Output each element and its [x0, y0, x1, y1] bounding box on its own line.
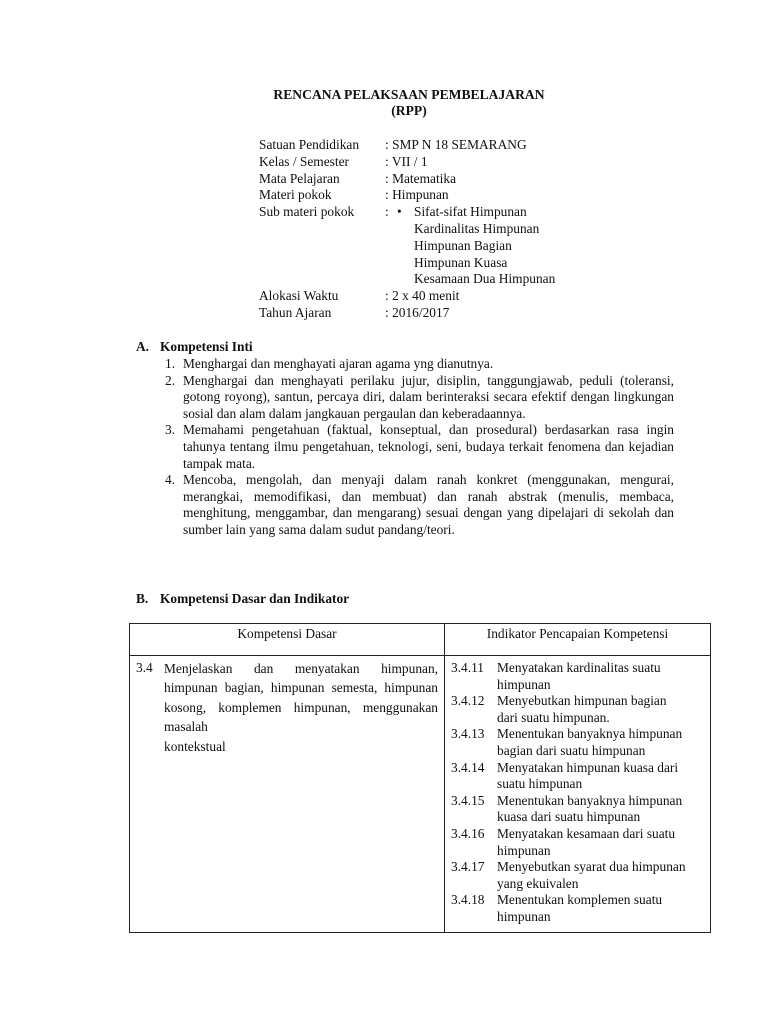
- table-cell-kd: [130, 656, 445, 933]
- info-value: : Himpunan: [385, 187, 449, 203]
- info-label: Satuan Pendidikan: [259, 137, 360, 152]
- list-item: 3.4.11 Menyatakan kardinalitas suatu himpunan: [451, 660, 661, 692]
- section-heading-kompetensi-dasar: B. Kompetensi Dasar dan Indikator: [136, 591, 350, 606]
- info-value: : 2 x 40 menit: [385, 288, 460, 304]
- kd-text: Menjelaskan dan menyatakan himpunan, himpunan bagian, himpunan semesta, himpunan kosong, komplemen himpunan, menggunakan masalah kontekstual: [164, 661, 438, 754]
- info-label: Mata Pelajaran: [259, 170, 340, 186]
- info-colon: :: [385, 204, 389, 220]
- list-item: 3.4.16 Menyatakan kesamaan dari suatu himpunan: [451, 825, 676, 858]
- bullet-icon: •: [397, 204, 402, 220]
- info-row: [259, 187, 555, 204]
- sub-materi-list: [395, 204, 555, 288]
- list-item: 3.4.12 Menyebutkan himpunan bagian dari suatu himpunan.: [451, 693, 667, 725]
- table-header-row: [130, 624, 711, 656]
- info-label: Alokasi Waktu: [259, 288, 339, 304]
- info-value: : Matematika: [385, 170, 457, 186]
- list-item: 2. Menghargai dan menghayati perilaku jujur, disiplin, tanggungjawab, peduli (toleransi, gotong royong), santun, percaya diri, dalam berinteraksi secara efektif dengan lingkungan sosial dan alam dalam jangkauan pergaulan dan keberadaannya.: [165, 372, 674, 421]
- kd-number: 3.4: [136, 660, 153, 675]
- indicator-list: [451, 660, 704, 926]
- list-item: 3.4.15 Menentukan banyaknya himpunan kuasa dari suatu himpunan: [451, 792, 683, 825]
- list-item: 3.4.14 Menyatakan himpunan kuasa dari suatu himpunan: [451, 759, 679, 792]
- info-row: [259, 171, 555, 188]
- kompetensi-table: [129, 623, 711, 933]
- document-title: RENCANA PELAKSAAN PEMBELAJARAN: [273, 87, 545, 102]
- info-row: [259, 288, 555, 305]
- table-header-cell: Kompetensi Dasar: [130, 624, 445, 656]
- list-item: 4. Mencoba, mengolah, dan menyaji dalam ranah konkret (menggunakan, mengurai, merangkai, memodifikasi, dan membuat) dan ranah abstrak (menulis, membaca, menghitung, menggambar, dan mengarang) sesuai dengan yang dipelajari di sekolah dan sumber lain yang sama dalam sudut pandang/teori.: [165, 472, 674, 537]
- info-value: : VII / 1: [385, 153, 428, 169]
- list-item: Kesamaan Dua Himpunan: [414, 271, 556, 287]
- table-cell-indicators: [445, 656, 711, 933]
- list-item: 3. Memahami pengetahuan (faktual, konseptual, dan prosedural) berdasarkan rasa ingin tahunya tentang ilmu pengetahuan, teknologi, seni, budaya terkait fenomena dan kejadian tampak mata.: [165, 422, 674, 471]
- list-item: Himpunan Kuasa: [414, 254, 508, 270]
- list-item: Himpunan Bagian: [414, 237, 512, 253]
- sub-materi-row: [259, 204, 555, 288]
- list-item: Kardinalitas Himpunan: [414, 220, 540, 236]
- info-label: Sub materi pokok: [259, 204, 355, 220]
- info-row: [259, 305, 555, 322]
- table-row: [130, 656, 711, 933]
- table-header-cell: Indikator Pencapaian Kompetensi: [445, 624, 711, 656]
- list-item: 3.4.17 Menyebutkan syarat dua himpunan yang ekuivalen: [451, 859, 686, 891]
- info-label: Materi pokok: [259, 187, 332, 203]
- info-row: [259, 154, 555, 171]
- document-subtitle: (RPP): [391, 103, 427, 118]
- section-heading-kompetensi-inti: A. Kompetensi Inti: [136, 339, 253, 354]
- info-label: Tahun Ajaran: [259, 304, 332, 320]
- kompetensi-inti-list: [136, 356, 674, 539]
- list-item: 3.4.13 Menentukan banyaknya himpunan bagian dari suatu himpunan: [451, 726, 683, 758]
- list-item: • Sifat-sifat Himpunan: [397, 204, 527, 220]
- info-label: Kelas / Semester: [259, 153, 349, 169]
- list-item: 1. Menghargai dan menghayati ajaran agama yng dianutnya.: [165, 356, 494, 371]
- info-value: : SMP N 18 SEMARANG: [385, 137, 527, 152]
- list-item: 3.4.18 Menentukan komplemen suatu himpunan: [451, 892, 663, 924]
- info-value: : 2016/2017: [385, 304, 450, 320]
- info-row: [259, 137, 555, 154]
- identity-block: [259, 137, 555, 322]
